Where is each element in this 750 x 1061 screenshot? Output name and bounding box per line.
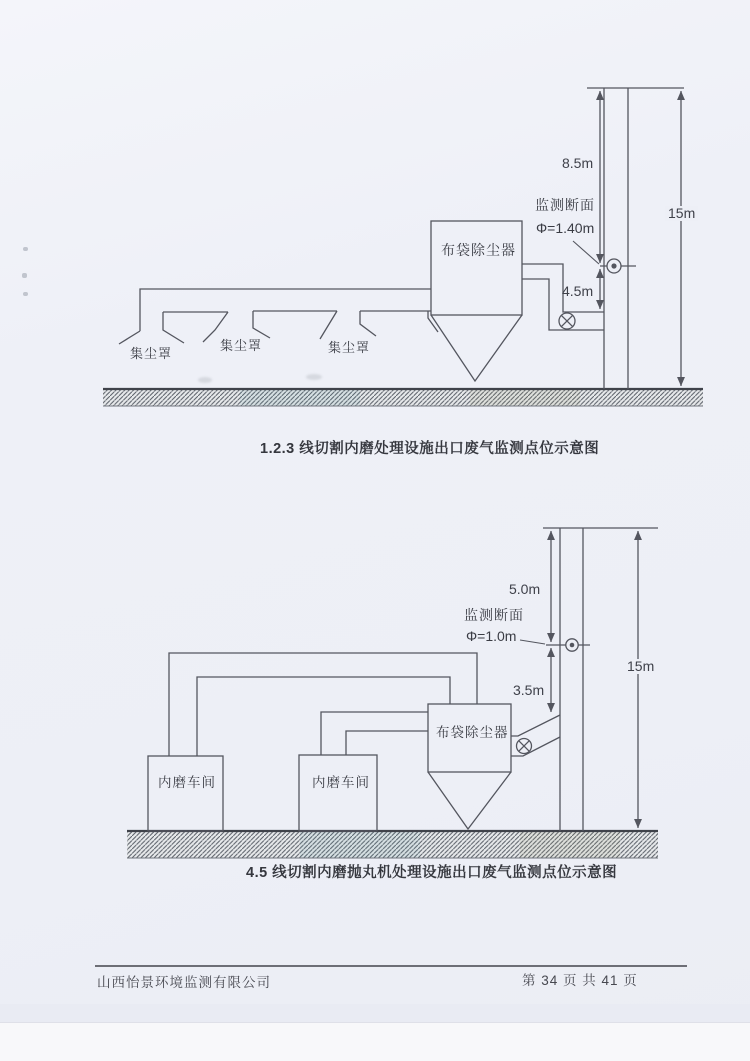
diagram2-caption: 4.5 线切割内磨抛丸机处理设施出口废气监测点位示意图 — [246, 865, 618, 881]
dim-3_5m-label: 3.5m — [513, 682, 545, 698]
stack-1 — [604, 88, 628, 389]
bag-filter-2 — [428, 704, 511, 829]
hood-label-3: 集尘罩 — [328, 340, 371, 355]
scan-bottom-edge — [0, 1022, 750, 1061]
bag-filter-label-1: 布袋除尘器 — [441, 242, 516, 258]
diagram2-linework — [127, 528, 658, 858]
workshop-label-1: 内磨车间 — [158, 775, 216, 790]
duct-and-hoods-1 — [119, 289, 438, 344]
valve-icon-1 — [559, 313, 575, 329]
workshop-box-2 — [299, 755, 377, 831]
scan-speck — [22, 273, 27, 278]
valve-icon-2 — [517, 739, 532, 754]
scan-speck — [23, 247, 28, 251]
monitor-port-icon-2 — [566, 639, 578, 651]
dim-15m-label-2: 15m — [624, 659, 657, 674]
monitor-diameter-label-1: Φ=1.40m — [536, 220, 595, 236]
monitor-section-label-1: 监测断面 — [535, 197, 595, 213]
leader-line-1 — [573, 241, 599, 264]
stack-2 — [560, 528, 583, 831]
dim-5_0m-label: 5.0m — [509, 581, 541, 597]
scan-speck — [23, 292, 28, 296]
footer-company: 山西怡景环境监测有限公司 — [97, 975, 271, 990]
bag-filter-label-2: 布袋除尘器 — [436, 725, 509, 740]
diagram1-linework — [103, 88, 703, 406]
hood-label-1: 集尘罩 — [130, 346, 173, 361]
scan-smudge — [198, 377, 212, 383]
scan-bottom-shade — [0, 1004, 750, 1022]
dim-15m-label-1: 15m — [665, 206, 698, 221]
monitor-diameter-label-2: Φ=1.0m — [466, 628, 517, 644]
dim-8_5m-label: 8.5m — [562, 155, 594, 171]
diagram1-caption: 1.2.3 线切割内磨处理设施出口废气监测点位示意图 — [260, 441, 600, 457]
workshop-label-2: 内磨车间 — [312, 775, 370, 790]
hood-label-2: 集尘罩 — [220, 338, 263, 353]
scan-smudge — [306, 374, 322, 380]
monitor-section-label-2: 监测断面 — [464, 607, 524, 623]
ground-1 — [103, 389, 703, 406]
monitor-port-icon-1 — [607, 259, 621, 273]
dim-4_5m-label: 4.5m — [562, 283, 594, 299]
leader-line-2 — [520, 640, 545, 644]
footer-divider — [95, 965, 687, 967]
ground-2 — [127, 831, 658, 858]
footer-page-number: 第 34 页 共 41 页 — [522, 973, 638, 988]
workshop-box-1 — [148, 756, 223, 831]
